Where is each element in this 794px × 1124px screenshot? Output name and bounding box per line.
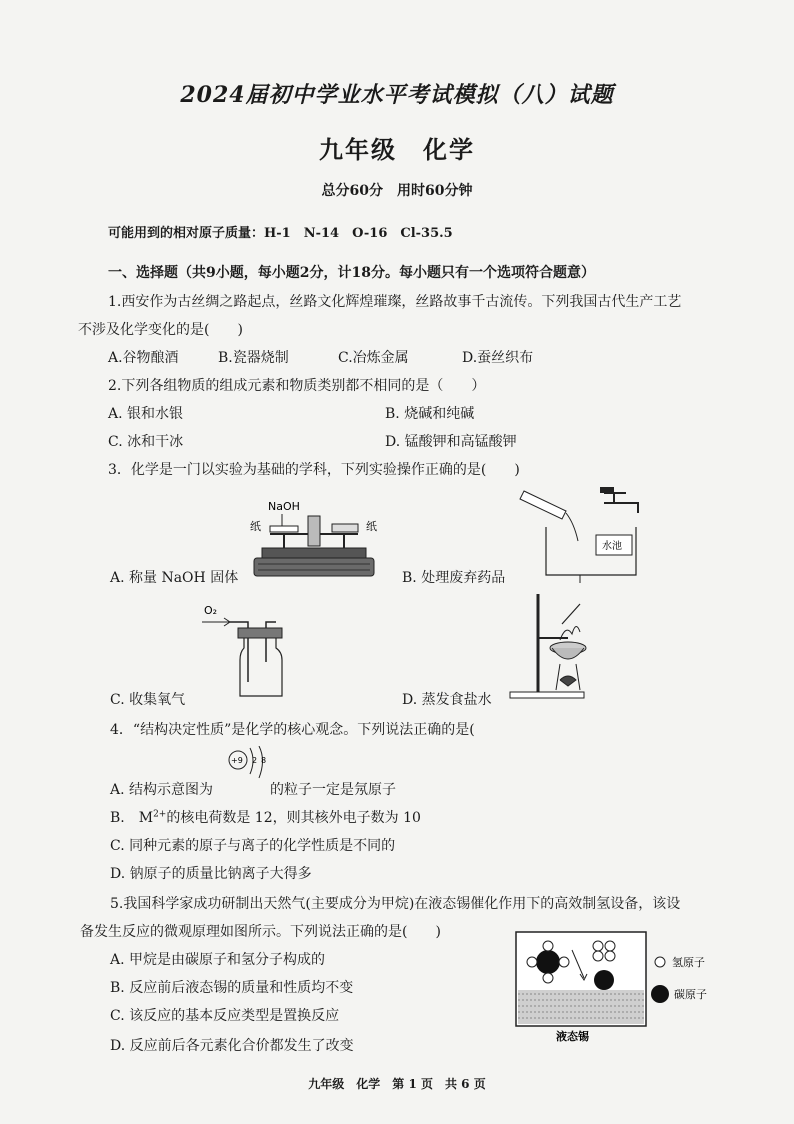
q5-stem-line2: 备发生反应的微观原理如图所示。下列说法正确的是( )	[80, 924, 441, 940]
gas-bottle-figure	[200, 602, 300, 702]
atom-nucleus-label: +9	[231, 756, 243, 765]
q2-option-c: C. 冰和干冰	[108, 434, 184, 450]
q1-option-c: C.冶炼金属	[338, 350, 409, 366]
q5-option-c: C. 该反应的基本反应类型是置换反应	[110, 1008, 340, 1024]
q1-option-d: D.蚕丝织布	[462, 350, 534, 366]
q5-option-b: B. 反应前后液态锡的质量和性质均不变	[110, 980, 354, 996]
q4-option-c: C. 同种元素的原子与离子的化学性质是不同的	[110, 838, 396, 854]
balance-figure	[244, 492, 384, 584]
q5-option-d: D. 反应前后各元素化合价都发生了改变	[110, 1038, 354, 1054]
q1-stem-line2: 不涉及化学变化的是( )	[78, 322, 243, 338]
q2-option-a: A. 银和水银	[108, 406, 184, 422]
sink-figure	[516, 483, 646, 585]
q3-stem: 3．化学是一门以实验为基础的学科，下列实验操作正确的是( )	[108, 462, 520, 478]
q1-option-a: A.谷物酿酒	[108, 350, 179, 366]
q2-option-d: D. 锰酸钾和高锰酸钾	[385, 434, 517, 450]
q1-stem-line1: 1.西安作为古丝绸之路起点，丝路文化辉煌璀璨，丝路故事千古流传。下列我国古代生产工艺	[108, 294, 682, 310]
exam-subtitle: 九年级 化学	[319, 135, 475, 164]
atom-e2: 8	[261, 756, 267, 765]
q3-option-d: D. 蒸发食盐水	[402, 692, 492, 708]
q4-option-b-pre: B. M	[110, 810, 154, 826]
q4-stem: 4．“结构决定性质”是化学的核心观念。下列说法正确的是(	[110, 722, 475, 738]
q5-option-a: A. 甲烷是由碳原子和氢分子构成的	[110, 952, 326, 968]
reaction-figure	[512, 928, 732, 1046]
q4-option-b-sup: 2+	[153, 809, 167, 820]
q4-option-a-pre: A. 结构示意图为	[110, 782, 214, 798]
q5-stem-line1: 5.我国科学家成功研制出天然气(主要成分为甲烷)在液态锡催化作用下的高效制氢设备，该设	[110, 896, 681, 912]
atom-e1: 2	[252, 756, 258, 765]
sink-label: 水池	[602, 541, 622, 552]
atomic-mass-note: 可能用到的相对原子质量：H-1 N-14 O-16 Cl-35.5	[108, 226, 453, 241]
q4-option-a-post: 的粒子一定是氖原子	[270, 782, 396, 798]
exam-info: 总分60分 用时60分钟	[321, 183, 473, 199]
q3-option-c: C. 收集氧气	[110, 692, 186, 708]
o2-label: O₂	[204, 604, 218, 617]
evaporation-figure	[500, 590, 590, 702]
q4-option-b	[110, 807, 421, 827]
q3-option-b: B. 处理废弃药品	[402, 570, 506, 586]
page-footer: 九年级 化学 第 1 页 共 6 页	[308, 1077, 486, 1091]
legend-hydrogen: 氢原子	[672, 956, 705, 969]
q4-option-d: D. 钠原子的质量比钠离子大得多	[110, 866, 312, 882]
paper-right-label: 纸	[366, 520, 377, 533]
legend-carbon: 碳原子	[674, 988, 707, 1001]
exam-title: 2024届初中学业水平考试模拟（八）试题	[180, 82, 614, 108]
q1-option-b: B.瓷器烧制	[218, 350, 289, 366]
q3-option-a: A. 称量 NaOH 固体	[110, 570, 239, 586]
section-title: 一、选择题（共9小题，每小题2分，计18分。每小题只有一个选项符合题意）	[108, 265, 595, 281]
q2-option-b: B. 烧碱和纯碱	[385, 406, 475, 422]
paper-left-label: 纸	[250, 520, 261, 533]
q4-option-b-post: 的核电荷数是 12，则其核外电子数为 10	[166, 810, 421, 826]
naoh-label: NaOH	[268, 500, 300, 513]
q2-stem: 2.下列各组物质的组成元素和物质类别都不相同的是（ ）	[108, 378, 486, 394]
tin-label: 液态锡	[556, 1030, 589, 1043]
